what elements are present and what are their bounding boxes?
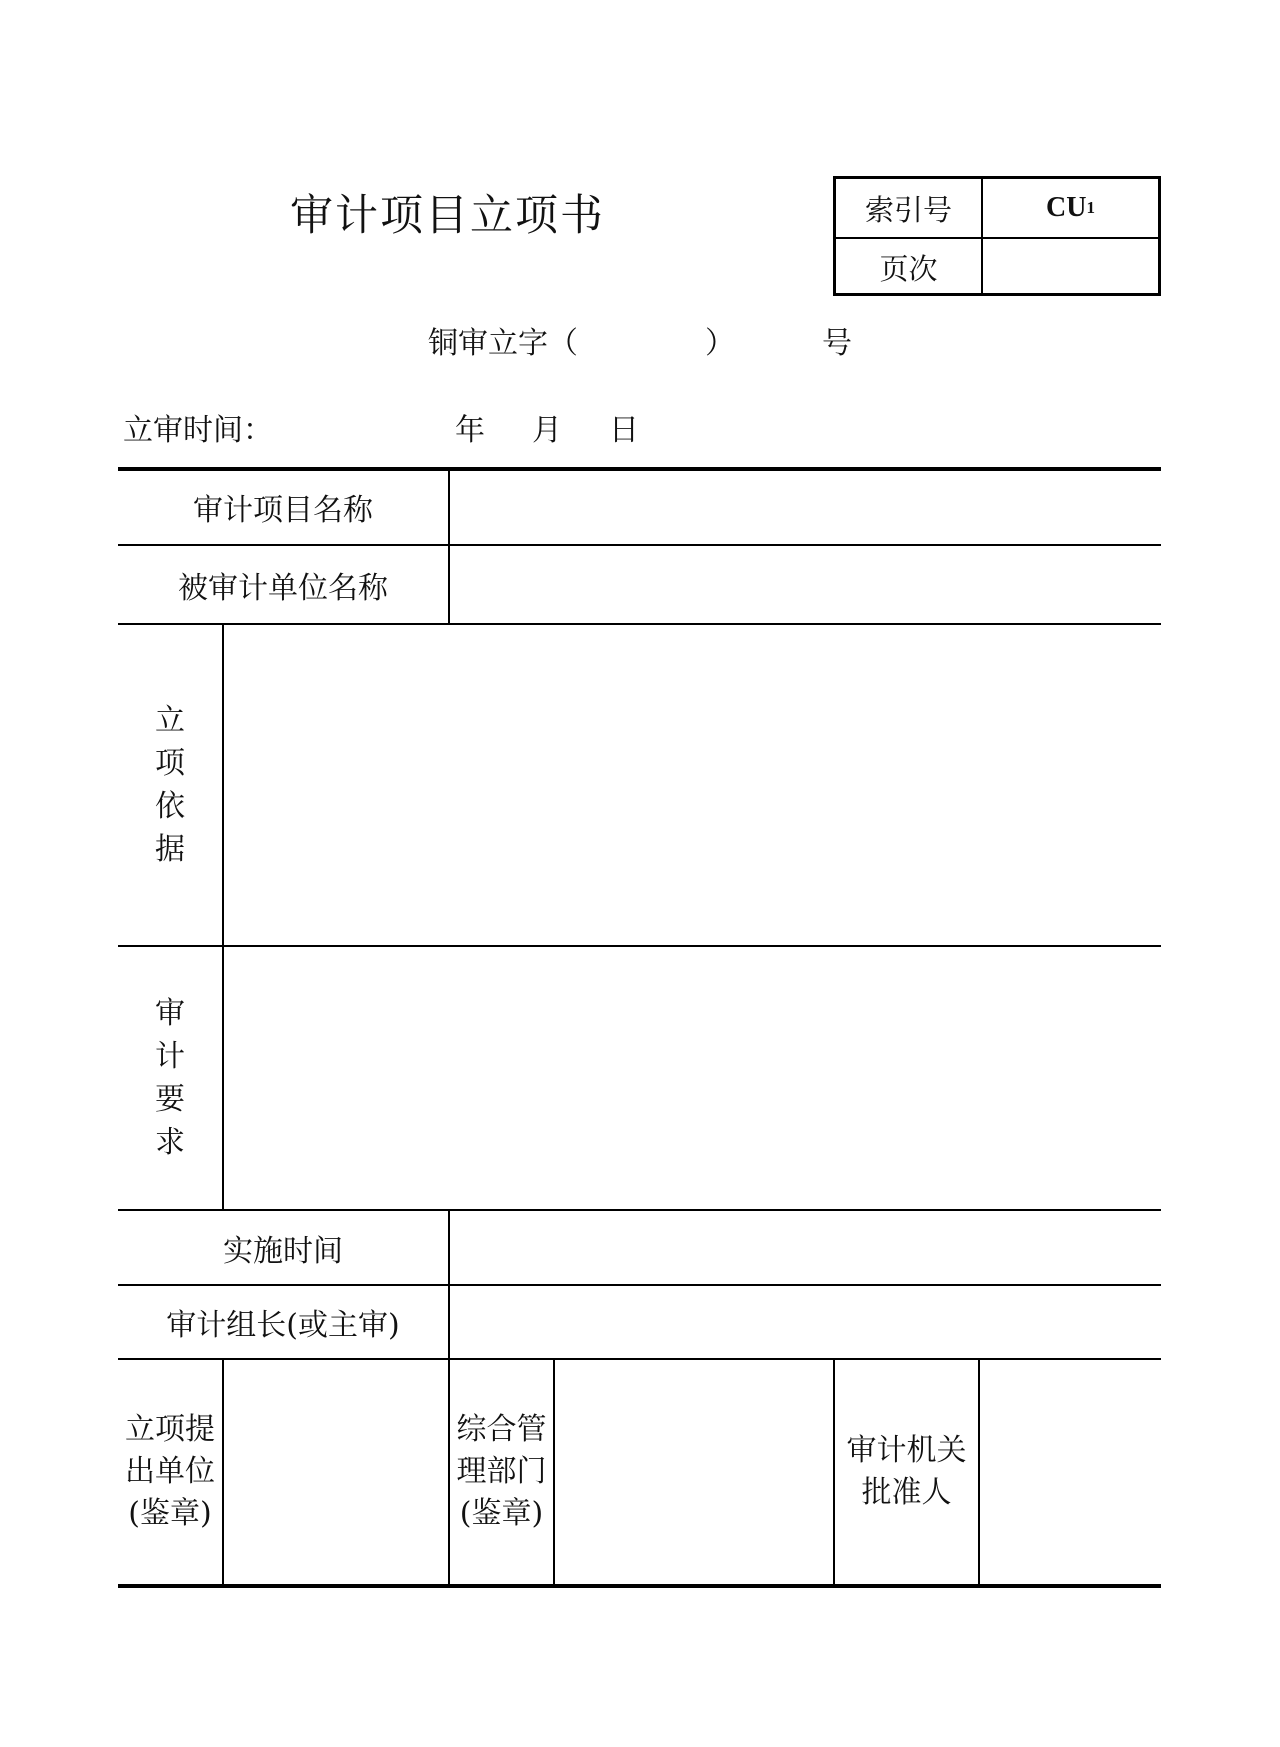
audit-requirements-label — [118, 947, 222, 1209]
project-basis-char: 依 — [155, 789, 185, 824]
table-column-rule — [448, 469, 450, 624]
approver-line: 批准人 — [861, 1475, 952, 1510]
proposing-unit-line: 出单位 — [125, 1454, 215, 1489]
doc-number-paren-close: ） — [705, 326, 735, 361]
table-bottom-rule — [118, 1584, 1161, 1588]
index-number-label: 索引号 — [864, 192, 952, 227]
management-dept-line: 理部门 — [456, 1454, 547, 1489]
proposing-unit-seal-field[interactable] — [226, 1361, 446, 1582]
index-box — [833, 176, 1161, 296]
project-basis-char: 据 — [155, 832, 185, 867]
doc-number-field[interactable] — [740, 318, 820, 358]
proposing-unit-line: (鉴章) — [128, 1496, 212, 1531]
table-column-rule — [553, 1358, 555, 1586]
audit-date-label: 立审时间： — [123, 413, 273, 448]
project-name-field[interactable] — [452, 470, 1158, 542]
doc-number-suffix: 号 — [822, 326, 852, 361]
page-number-value[interactable] — [983, 239, 1158, 295]
table-column-rule — [222, 623, 224, 1210]
date-year-label: 年 — [455, 413, 485, 448]
doc-number-year-field[interactable] — [582, 318, 702, 358]
management-dept-line: (鉴章) — [459, 1496, 544, 1531]
page-title: 审计项目立项书 — [290, 191, 605, 241]
management-dept-label — [450, 1360, 553, 1584]
approver-label — [835, 1360, 978, 1584]
proposing-unit-line: 立项提 — [125, 1412, 215, 1447]
approver-signature-field[interactable] — [982, 1361, 1158, 1582]
project-name-label: 审计项目名称 — [193, 492, 373, 528]
audit-requirements-char: 要 — [155, 1082, 185, 1117]
audit-requirements-field[interactable] — [226, 948, 1158, 1207]
table-rule — [118, 623, 1161, 625]
audit-requirements-char: 求 — [155, 1125, 185, 1160]
audit-leader-field[interactable] — [452, 1287, 1158, 1356]
page-number-label: 页次 — [879, 251, 938, 286]
auditee-name-label: 被审计单位名称 — [178, 570, 388, 606]
date-month-label: 月 — [532, 413, 562, 448]
audit-leader-label: 审计组长(或主审) — [166, 1308, 400, 1343]
table-column-rule — [222, 1358, 224, 1586]
project-basis-label — [118, 625, 222, 945]
date-day-label: 日 — [609, 413, 639, 448]
implementation-time-label: 实施时间 — [223, 1233, 343, 1269]
index-code-main: CU — [1046, 192, 1087, 223]
project-basis-field[interactable] — [226, 626, 1158, 943]
table-column-rule — [978, 1358, 980, 1586]
auditee-name-field[interactable] — [452, 547, 1158, 621]
audit-requirements-char: 计 — [155, 1039, 185, 1074]
index-number-value — [983, 179, 1158, 237]
project-basis-char: 立 — [155, 703, 185, 738]
implementation-time-field[interactable] — [452, 1212, 1158, 1282]
doc-number-prefix: 铜审立字（ — [428, 326, 578, 361]
table-column-rule — [448, 1209, 450, 1359]
table-rule — [118, 1358, 1161, 1360]
audit-requirements-char: 审 — [155, 996, 185, 1031]
project-basis-char: 项 — [155, 746, 185, 781]
approver-line: 审计机关 — [846, 1433, 967, 1468]
index-code-sub: 1 — [1086, 198, 1095, 217]
table-rule — [118, 945, 1161, 947]
management-dept-seal-field[interactable] — [557, 1361, 831, 1582]
proposing-unit-label — [118, 1360, 222, 1584]
management-dept-line: 综合管 — [456, 1412, 547, 1447]
